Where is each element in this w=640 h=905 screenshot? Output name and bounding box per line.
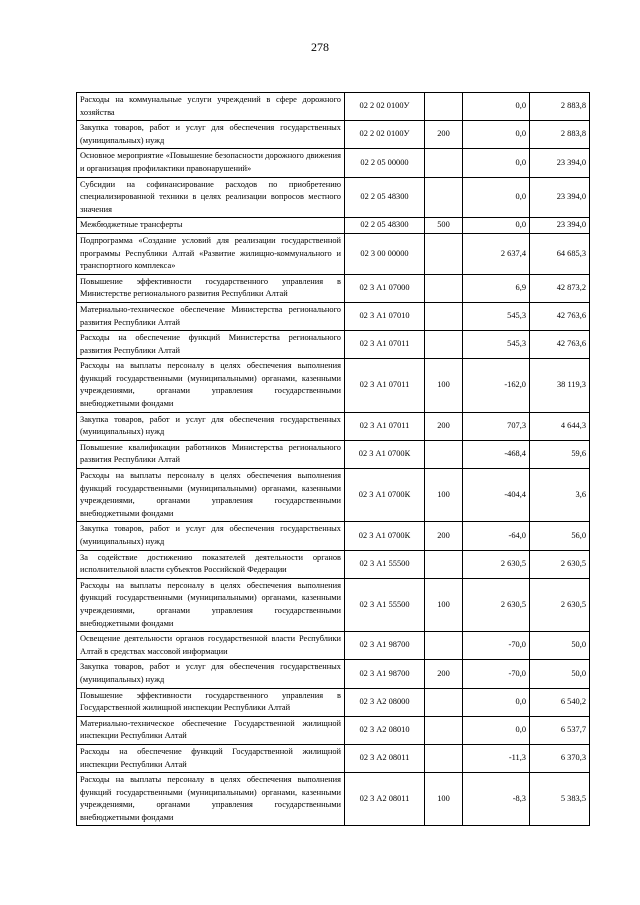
row-expense-type-cell	[425, 177, 463, 218]
row-code-cell: 02 3 00 00000	[345, 233, 425, 274]
row-total-amount-cell: 42 763,6	[530, 331, 590, 359]
row-code-cell: 02 3 А1 0700К	[345, 522, 425, 550]
row-name-cell: Повышение эффективности государственного управления в Министерстве регионального развития Республики Алтай	[77, 274, 345, 302]
row-total-amount-cell: 59,6	[530, 440, 590, 468]
row-code-cell: 02 3 А1 55500	[345, 578, 425, 631]
row-code-cell: 02 2 02 0100У	[345, 93, 425, 121]
row-change-amount-cell: 0,0	[463, 93, 530, 121]
row-total-amount-cell: 6 370,3	[530, 744, 590, 772]
row-expense-type-cell	[425, 716, 463, 744]
row-name-cell: За содействие достижению показателей деятельности органов исполнительной власти субъектов Российской Федерации	[77, 550, 345, 578]
row-expense-type-cell	[425, 149, 463, 177]
row-code-cell: 02 3 А1 0700К	[345, 440, 425, 468]
row-name-cell: Освещение деятельности органов государственной власти Республики Алтай в средствах массовой информации	[77, 632, 345, 660]
row-total-amount-cell: 2 630,5	[530, 550, 590, 578]
table-row	[77, 359, 590, 412]
row-name-cell: Субсидии на софинансирование расходов по приобретению специализированной техники в целях реализации вопросов местного значения	[77, 177, 345, 218]
table-row	[77, 716, 590, 744]
row-code-cell: 02 3 А2 08010	[345, 716, 425, 744]
row-total-amount-cell: 42 763,6	[530, 302, 590, 330]
row-total-amount-cell: 6 540,2	[530, 688, 590, 716]
table-row	[77, 331, 590, 359]
row-expense-type-cell	[425, 744, 463, 772]
row-total-amount-cell: 5 383,5	[530, 773, 590, 826]
row-code-cell: 02 3 А1 07011	[345, 331, 425, 359]
row-change-amount-cell: -404,4	[463, 469, 530, 522]
table-row	[77, 632, 590, 660]
row-name-cell: Расходы на выплаты персоналу в целях обеспечения выполнения функций государственными (муниципальными) органами, казенными учреждениями, органами управления государственными внебюджетными фондами	[77, 469, 345, 522]
row-expense-type-cell: 100	[425, 578, 463, 631]
row-total-amount-cell: 2 883,8	[530, 121, 590, 149]
table-row	[77, 412, 590, 440]
row-change-amount-cell: 6,9	[463, 274, 530, 302]
row-change-amount-cell: 0,0	[463, 149, 530, 177]
row-name-cell: Закупка товаров, работ и услуг для обеспечения государственных (муниципальных) нужд	[77, 522, 345, 550]
row-change-amount-cell: -468,4	[463, 440, 530, 468]
row-name-cell: Расходы на коммунальные услуги учреждений в сфере дорожного хозяйства	[77, 93, 345, 121]
row-expense-type-cell	[425, 440, 463, 468]
row-total-amount-cell: 6 537,7	[530, 716, 590, 744]
row-expense-type-cell	[425, 331, 463, 359]
row-total-amount-cell: 23 394,0	[530, 218, 590, 234]
row-name-cell: Расходы на выплаты персоналу в целях обеспечения выполнения функций государственными (муниципальными) органами, казенными учреждениями, органами управления государственными внебюджетными фондами	[77, 359, 345, 412]
row-total-amount-cell: 23 394,0	[530, 149, 590, 177]
row-code-cell: 02 3 А1 07011	[345, 412, 425, 440]
row-expense-type-cell: 100	[425, 773, 463, 826]
budget-table-body	[77, 93, 590, 826]
row-name-cell: Повышение квалификации работников Министерства регионального развития Республики Алтай	[77, 440, 345, 468]
row-change-amount-cell: 2 630,5	[463, 550, 530, 578]
table-row	[77, 93, 590, 121]
row-total-amount-cell: 38 119,3	[530, 359, 590, 412]
row-expense-type-cell: 200	[425, 412, 463, 440]
row-expense-type-cell	[425, 632, 463, 660]
table-row	[77, 469, 590, 522]
row-change-amount-cell: 2 637,4	[463, 233, 530, 274]
row-change-amount-cell: 545,3	[463, 331, 530, 359]
row-code-cell: 02 3 А1 07000	[345, 274, 425, 302]
row-expense-type-cell: 200	[425, 522, 463, 550]
row-code-cell: 02 3 А1 98700	[345, 632, 425, 660]
row-change-amount-cell: 707,3	[463, 412, 530, 440]
row-change-amount-cell: 0,0	[463, 218, 530, 234]
row-code-cell: 02 3 А2 08000	[345, 688, 425, 716]
row-total-amount-cell: 2 630,5	[530, 578, 590, 631]
table-row	[77, 121, 590, 149]
row-code-cell: 02 3 А2 08011	[345, 773, 425, 826]
row-total-amount-cell: 3,6	[530, 469, 590, 522]
row-name-cell: Расходы на обеспечение функций Государственной жилищной инспекции Республики Алтай	[77, 744, 345, 772]
row-expense-type-cell: 200	[425, 121, 463, 149]
row-expense-type-cell	[425, 274, 463, 302]
row-name-cell: Повышение эффективности государственного управления в Государственной жилищной инспекции Республики Алтай	[77, 688, 345, 716]
row-code-cell: 02 3 А2 08011	[345, 744, 425, 772]
row-name-cell: Закупка товаров, работ и услуг для обеспечения государственных (муниципальных) нужд	[77, 412, 345, 440]
row-change-amount-cell: -70,0	[463, 632, 530, 660]
table-row	[77, 302, 590, 330]
row-code-cell: 02 2 05 48300	[345, 177, 425, 218]
row-expense-type-cell	[425, 233, 463, 274]
table-row	[77, 773, 590, 826]
row-expense-type-cell: 500	[425, 218, 463, 234]
row-name-cell: Подпрограмма «Создание условий для реализации государственной программы Республики Алтай «Развитие жилищно-коммунального и транспортного комплекса»	[77, 233, 345, 274]
table-row	[77, 744, 590, 772]
table-row	[77, 177, 590, 218]
row-code-cell: 02 3 А1 98700	[345, 660, 425, 688]
row-name-cell: Межбюджетные трансферты	[77, 218, 345, 234]
table-row	[77, 233, 590, 274]
row-code-cell: 02 3 А1 0700К	[345, 469, 425, 522]
row-change-amount-cell: -11,3	[463, 744, 530, 772]
row-code-cell: 02 2 05 00000	[345, 149, 425, 177]
page-number: 278	[311, 40, 329, 54]
row-code-cell: 02 3 А1 07010	[345, 302, 425, 330]
row-name-cell: Расходы на выплаты персоналу в целях обеспечения выполнения функций государственными (муниципальными) органами, казенными учреждениями, органами управления государственными внебюджетными фондами	[77, 578, 345, 631]
row-change-amount-cell: 0,0	[463, 688, 530, 716]
table-row	[77, 578, 590, 631]
table-row	[77, 660, 590, 688]
row-total-amount-cell: 50,0	[530, 660, 590, 688]
row-code-cell: 02 2 05 48300	[345, 218, 425, 234]
row-name-cell: Основное мероприятие «Повышение безопасности дорожного движения и организация профилактики правонарушений»	[77, 149, 345, 177]
row-total-amount-cell: 56,0	[530, 522, 590, 550]
row-expense-type-cell: 100	[425, 359, 463, 412]
row-expense-type-cell: 200	[425, 660, 463, 688]
table-row	[77, 522, 590, 550]
budget-table	[76, 92, 590, 826]
row-total-amount-cell: 4 644,3	[530, 412, 590, 440]
table-row	[77, 550, 590, 578]
row-name-cell: Материально-техническое обеспечение Государственной жилищной инспекции Республики Алтай	[77, 716, 345, 744]
row-name-cell: Расходы на обеспечение функций Министерства регионального развития Республики Алтай	[77, 331, 345, 359]
row-total-amount-cell: 23 394,0	[530, 177, 590, 218]
table-row	[77, 440, 590, 468]
row-expense-type-cell	[425, 550, 463, 578]
row-total-amount-cell: 64 685,3	[530, 233, 590, 274]
row-expense-type-cell	[425, 93, 463, 121]
row-change-amount-cell: 0,0	[463, 177, 530, 218]
row-total-amount-cell: 42 873,2	[530, 274, 590, 302]
table-row	[77, 218, 590, 234]
row-expense-type-cell	[425, 302, 463, 330]
row-change-amount-cell: 0,0	[463, 121, 530, 149]
row-name-cell: Расходы на выплаты персоналу в целях обеспечения выполнения функций государственными (муниципальными) органами, казенными учреждениями, органами управления государственными внебюджетными фондами	[77, 773, 345, 826]
row-expense-type-cell: 100	[425, 469, 463, 522]
table-row	[77, 149, 590, 177]
row-name-cell: Закупка товаров, работ и услуг для обеспечения государственных (муниципальных) нужд	[77, 121, 345, 149]
row-total-amount-cell: 50,0	[530, 632, 590, 660]
row-change-amount-cell: 545,3	[463, 302, 530, 330]
row-expense-type-cell	[425, 688, 463, 716]
table-row	[77, 688, 590, 716]
row-change-amount-cell: 2 630,5	[463, 578, 530, 631]
row-total-amount-cell: 2 883,8	[530, 93, 590, 121]
row-change-amount-cell: -162,0	[463, 359, 530, 412]
row-change-amount-cell: -64,0	[463, 522, 530, 550]
row-code-cell: 02 3 А1 07011	[345, 359, 425, 412]
row-change-amount-cell: -70,0	[463, 660, 530, 688]
row-code-cell: 02 2 02 0100У	[345, 121, 425, 149]
row-change-amount-cell: 0,0	[463, 716, 530, 744]
row-change-amount-cell: -8,3	[463, 773, 530, 826]
table-row	[77, 274, 590, 302]
row-code-cell: 02 3 А1 55500	[345, 550, 425, 578]
row-name-cell: Материально-техническое обеспечение Министерства регионального развития Республики Алтай	[77, 302, 345, 330]
row-name-cell: Закупка товаров, работ и услуг для обеспечения государственных (муниципальных) нужд	[77, 660, 345, 688]
